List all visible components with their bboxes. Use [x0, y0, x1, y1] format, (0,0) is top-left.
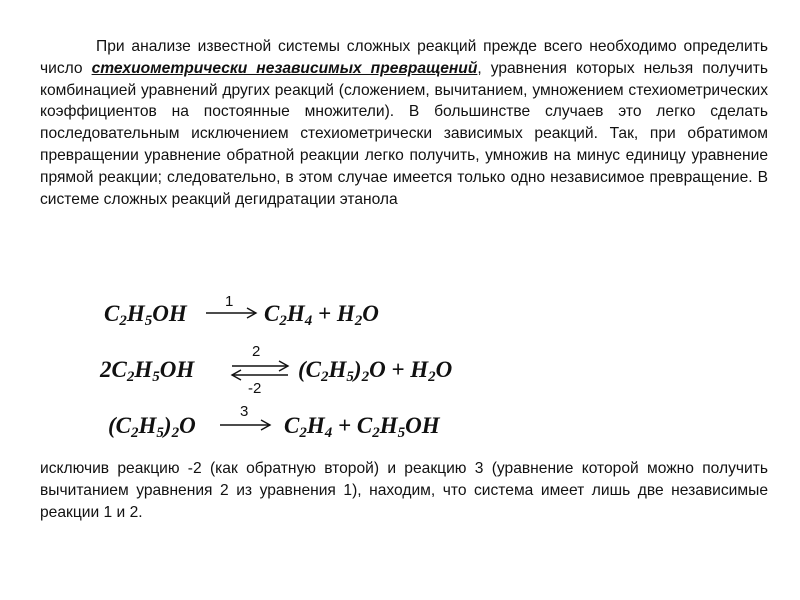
reaction-3-label: 3 [240, 403, 249, 420]
reaction-3-products: $C_2H_4 + C_2H_5OH$ [284, 413, 440, 441]
emphasis-term: стехиометрически независимых превращений [91, 59, 478, 77]
conclusion-paragraph: исключив реакцию -2 (как обратную второй) и реакцию 3 (уравнение которой можно получить вычитанием уравнения 2 из уравнения 1), находим, что система имеет лишь две независимые реакции 1 и 2. [40, 460, 768, 521]
forward-arrow-icon [220, 417, 272, 431]
intro-paragraph [40, 36, 768, 210]
equilibrium-arrows-icon [232, 360, 290, 382]
reaction-2-products: $(C_2H_5)_2O + H_2O$ [298, 357, 453, 385]
reaction-1-label: 1 [225, 293, 234, 310]
reaction-2-forward-label: 2 [252, 343, 261, 360]
intro-lead-text: При анализе известной системы сложных реакций прежде всего необходимо определить число [40, 38, 768, 77]
forward-arrow-icon [206, 305, 258, 319]
reaction-1-reactants: $C_2H_5OH$ [104, 301, 187, 329]
reaction-2-reactants: $2C_2H_5OH$ [100, 357, 195, 385]
intro-rest-text: , уравнения которых нельзя получить комбинацией уравнений других реакций (сложением, вычитанием, умножением стехиометрических коэффициентов на постоянные множители). В большинстве случаев это легко сделать последовательным исключением стехиометрически зависимых реакций. Так, при обратимом превращении уравнение обратной реакции легко получить, умножив на минус единицу уравнение прямой реакции; следовательно, в этом случае имеется только одно независимое превращение. В системе сложных реакций дегидратации этанола [40, 59, 768, 208]
reaction-3-reactants: $(C_2H_5)_2O$ [108, 413, 196, 441]
reaction-2-reverse-label: -2 [248, 380, 262, 397]
reaction-1-products: $C_2H_4 + H_2O$ [264, 301, 379, 329]
